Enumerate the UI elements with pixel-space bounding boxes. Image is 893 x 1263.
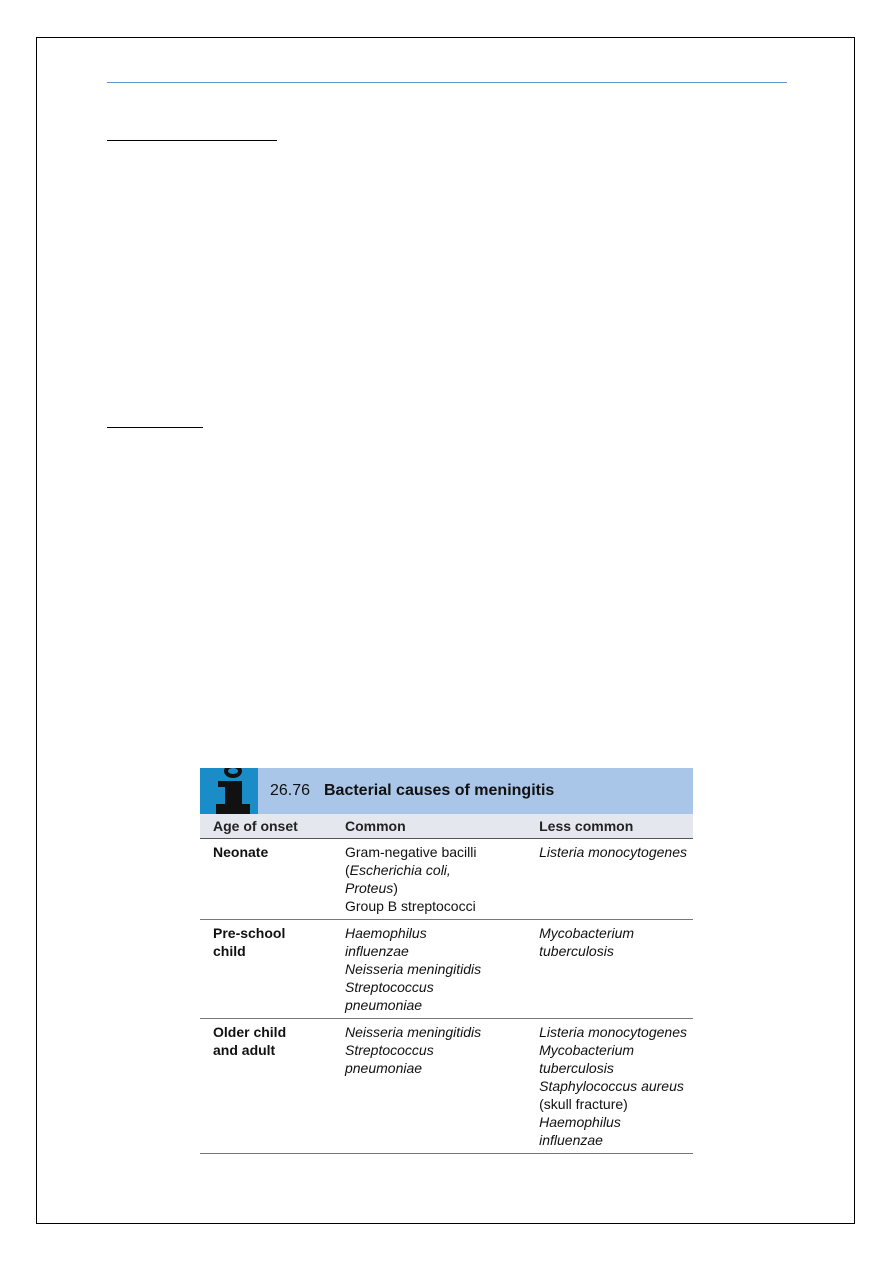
common-line: Neisseria meningitidis [344, 961, 482, 977]
section-heading-underline-1 [107, 140, 277, 141]
meningitis-table-figure [200, 768, 693, 1154]
common-line: (Escherichia coli, [344, 862, 451, 878]
figure-title: Bacterial causes of meningitis [324, 782, 555, 799]
age-line: Older child [213, 1024, 287, 1040]
common-cell [332, 1019, 526, 1154]
figure-header [200, 768, 693, 814]
age-cell [200, 920, 332, 1019]
age-line: child [213, 943, 246, 959]
less-common-line: (skull fracture) [539, 1096, 628, 1112]
less-common-line: tuberculosis [539, 1060, 614, 1076]
age-cell [200, 839, 332, 920]
info-icon-dot [224, 768, 242, 778]
organism-name: Escherichia coli, [349, 862, 451, 878]
organism-name: Proteus [344, 880, 394, 896]
less-common-cell [526, 920, 693, 1019]
common-cell [332, 920, 526, 1019]
column-header-less-common: Less common [526, 814, 693, 839]
column-header-common: Common [332, 814, 526, 839]
common-line: pneumoniae [344, 997, 423, 1013]
table-row [200, 920, 693, 1019]
common-line: Streptococcus [344, 979, 434, 995]
less-common-cell [526, 839, 693, 920]
common-line: Neisseria meningitidis [344, 1024, 482, 1040]
table-row [200, 1019, 693, 1154]
less-common-line: Haemophilus [539, 1114, 621, 1130]
common-line: Haemophilus [344, 925, 427, 941]
age-line: Neonate [213, 844, 269, 860]
age-line: Pre-school [213, 925, 286, 941]
common-line: Group B streptococci [344, 898, 476, 914]
less-common-cell [526, 1019, 693, 1154]
less-common-line: Staphylococcus aureus [539, 1078, 684, 1094]
common-line: influenzae [344, 943, 409, 959]
section-heading-underline-2 [107, 427, 203, 428]
less-common-line: Mycobacterium [539, 1042, 635, 1058]
info-icon [200, 768, 258, 814]
less-common-line: Listeria monocytogenes [539, 1024, 687, 1040]
common-line: pneumoniae [344, 1060, 423, 1076]
table-header-row [200, 814, 693, 839]
less-common-line: tuberculosis [539, 943, 614, 959]
table-row [200, 839, 693, 920]
column-header-age: Age of onset [200, 814, 332, 839]
common-line: Gram-negative bacilli [344, 844, 477, 860]
less-common-line: influenzae [539, 1132, 603, 1148]
bacterial-causes-table [200, 814, 693, 1154]
less-common-line: Mycobacterium [539, 925, 635, 941]
common-cell [332, 839, 526, 920]
header-rule [107, 82, 787, 83]
age-line: and adult [213, 1042, 276, 1058]
less-common-line: Listeria monocytogenes [539, 844, 687, 860]
figure-number: 26.76 [270, 782, 311, 799]
age-cell [200, 1019, 332, 1154]
common-line: Proteus) [344, 880, 398, 896]
info-icon-base [216, 804, 250, 814]
common-line: Streptococcus [344, 1042, 434, 1058]
